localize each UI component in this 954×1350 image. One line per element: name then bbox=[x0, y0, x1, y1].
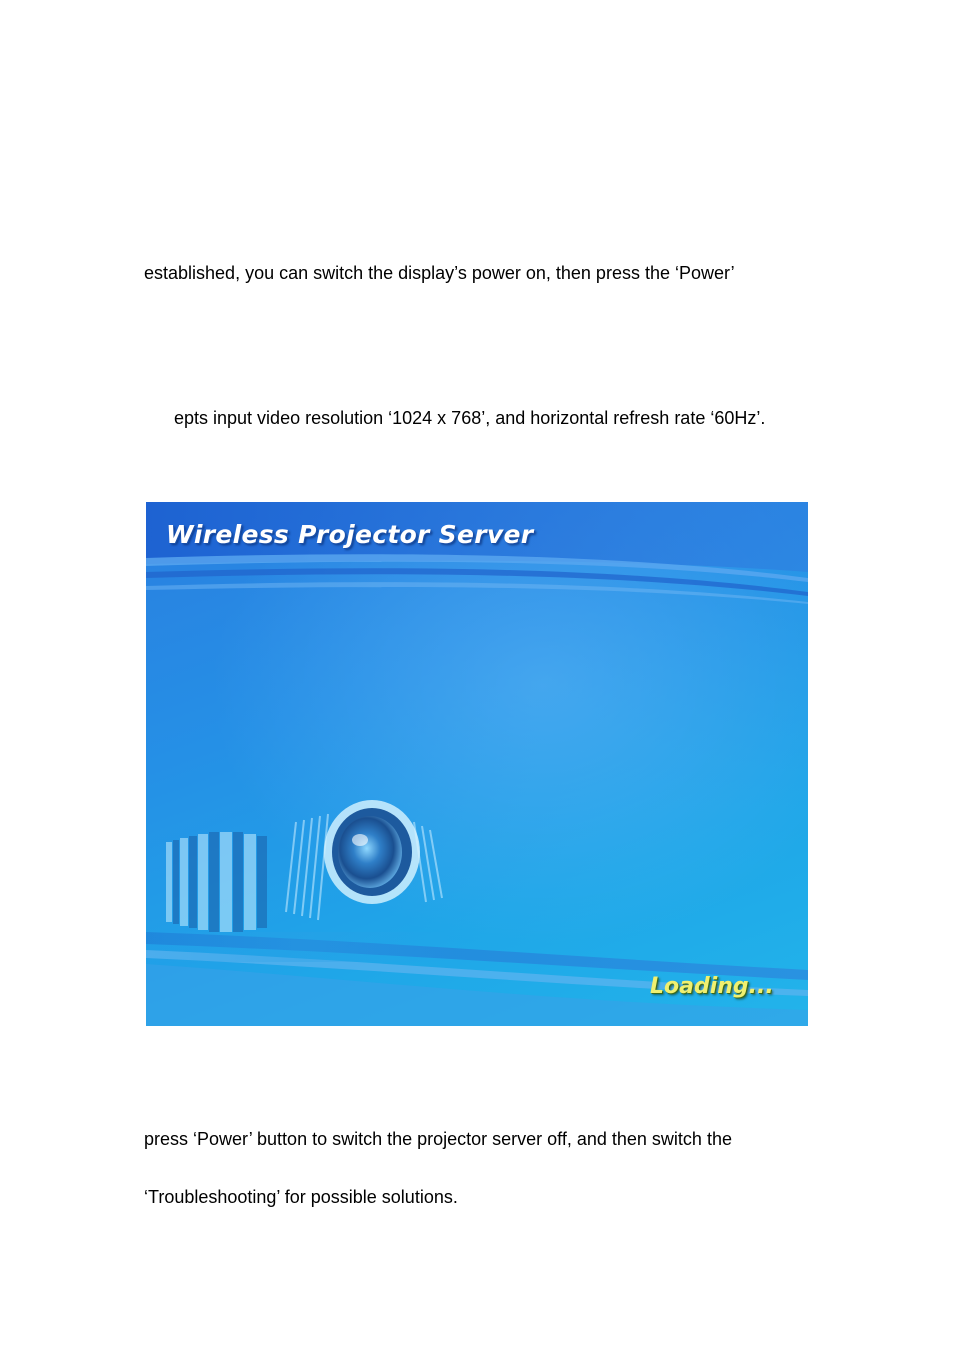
body-text-line: press ‘Power’ button to switch the projector server off, and then switch the bbox=[144, 1129, 732, 1149]
body-text-line: epts input video resolution ‘1024 x 768’, and horizontal refresh rate ‘60Hz’. bbox=[174, 408, 766, 428]
loading-status: Loading... bbox=[650, 974, 774, 999]
body-text-line: ‘Troubleshooting’ for possible solutions. bbox=[144, 1187, 458, 1207]
projector-loading-screenshot bbox=[146, 502, 808, 1026]
body-text-line: established, you can switch the display’s power on, then press the ‘Power’ bbox=[144, 263, 735, 283]
projector-icon bbox=[146, 782, 466, 962]
screen-title: Wireless Projector Server bbox=[166, 520, 534, 549]
